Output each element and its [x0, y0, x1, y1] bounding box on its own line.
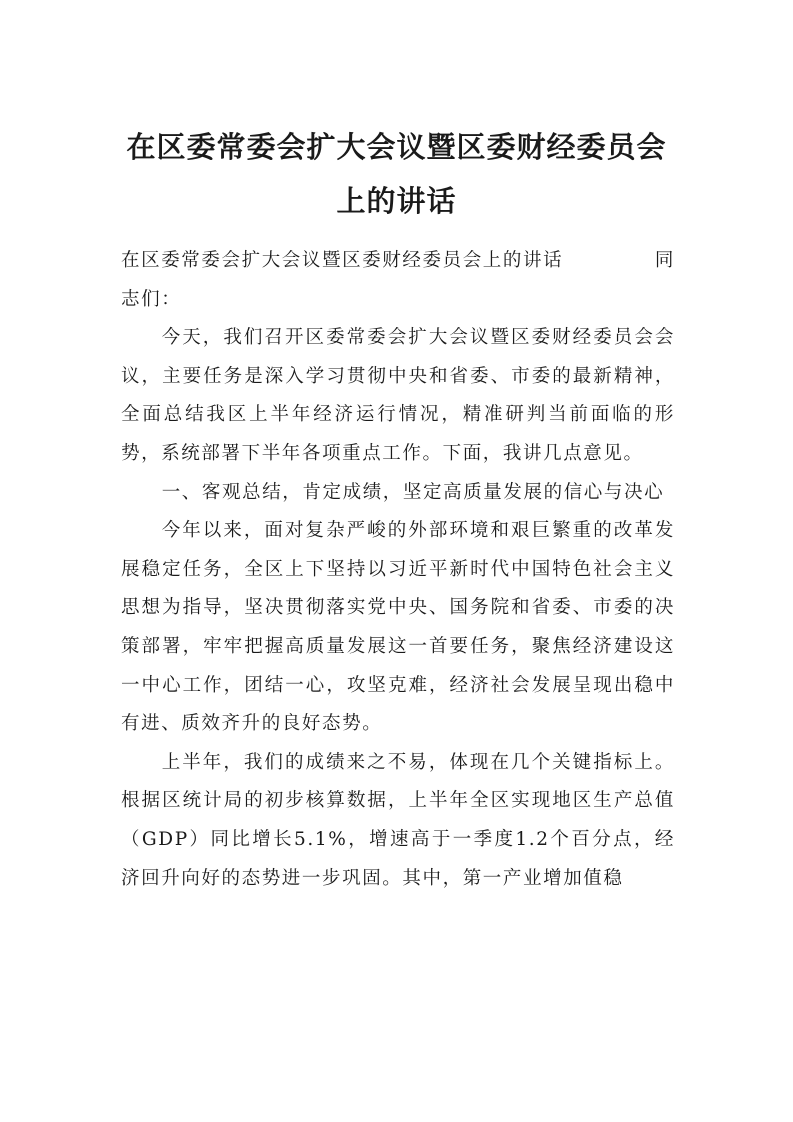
title-line-2: 上的讲话 — [336, 184, 457, 218]
lead-repeated-title: 在区委常委会扩大会议暨区委财经委员会上的讲话 — [121, 250, 564, 271]
document-body — [121, 242, 675, 898]
document-title — [100, 120, 693, 228]
lead-line — [121, 242, 675, 281]
paragraph-intro: 今天，我们召开区委常委会扩大会议暨区委财经委员会会议，主要任务是深入学习贯彻中央和省委、市委的最新精神，全面总结我区上半年经济运行情况，精准研判当前面临的形势，系统部署下半年各项重点工作。下面，我讲几点意见。 — [121, 327, 675, 464]
title-line-1: 在区委常委会扩大会议暨区委财经委员会 — [126, 130, 667, 164]
section-heading-1: 一、客观总结，肯定成绩，坚定高质量发展的信心与决心 — [161, 481, 665, 503]
lead-salutation-start: 同 — [654, 250, 675, 271]
paragraph-indicators: 上半年，我们的成绩来之不易，体现在几个关键指标上。根据区统计局的初步核算数据，上半年全区实现地区生产总值（GDP）同比增长5.1%，增速高于一季度1.2个百分点，经济回升向好的态势进一步巩固。其中，第一产业增加值稳 — [121, 751, 675, 889]
salutation: 志们： — [121, 288, 182, 310]
paragraph-overview: 今年以来，面对复杂严峻的外部环境和艰巨繁重的改革发展稳定任务，全区上下坚持以习近平新时代中国特色社会主义思想为指导，坚决贯彻落实党中央、国务院和省委、市委的决策部署，牢牢把握高质量发展这一首要任务，聚焦经济建设这一中心工作，团结一心，攻坚克难，经济社会发展呈现出稳中有进、质效齐升的良好态势。 — [121, 520, 675, 735]
